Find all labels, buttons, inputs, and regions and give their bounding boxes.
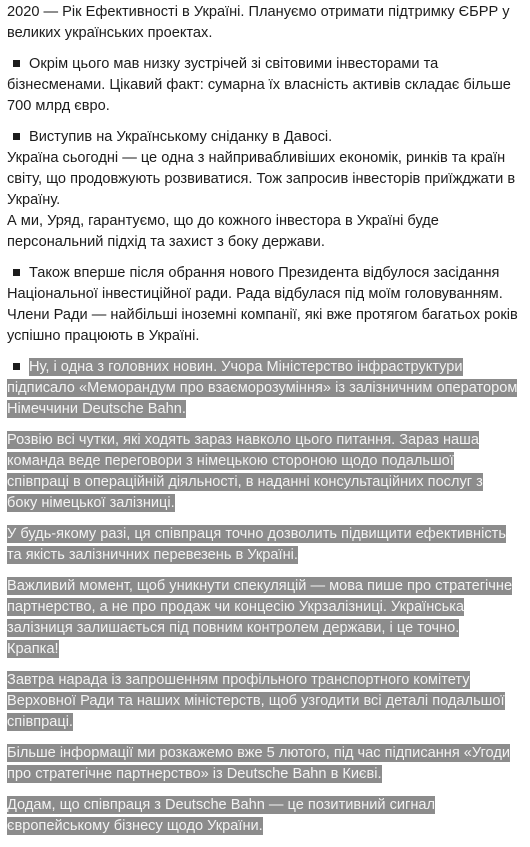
selected-text[interactable]: Розвію всі чутки, які ходять зараз навколо цього питання. Зараз наша xyxy=(7,432,479,448)
selected-text[interactable]: європейському бізнесу щодо України. xyxy=(7,818,263,834)
text-line xyxy=(7,597,525,618)
text-line xyxy=(7,127,525,148)
text-line xyxy=(7,524,525,545)
text-line xyxy=(7,190,525,211)
highlighted-paragraph xyxy=(7,357,525,420)
plain-paragraphs xyxy=(7,2,525,347)
text-line xyxy=(7,639,525,660)
selected-text[interactable]: про стратегічне партнерство» із Deutsche Bahn в Києві. xyxy=(7,766,382,782)
highlighted-paragraph xyxy=(7,576,525,660)
text-line xyxy=(7,399,525,420)
line-text: великих українських проектах. xyxy=(7,25,213,41)
text-line xyxy=(7,670,525,691)
selected-text[interactable]: Важливий момент, щоб уникнути спекуляцій — мова пише про стратегічне xyxy=(7,578,513,594)
text-line xyxy=(7,576,525,597)
paragraph xyxy=(7,211,525,253)
text-line xyxy=(7,326,525,347)
text-line xyxy=(7,545,525,566)
text-line xyxy=(7,795,525,816)
selected-text[interactable]: Завтра нарада із запрошенням профільного транспортного комітету xyxy=(7,672,470,688)
highlighted-paragraph xyxy=(7,795,525,837)
highlighted-paragraphs xyxy=(7,357,525,837)
text-line xyxy=(7,430,525,451)
line-text: Україна сьогодні — це одна з найпривабливіших економік, ринків та країн xyxy=(7,150,506,166)
text-line xyxy=(7,169,525,190)
text-line xyxy=(7,263,525,284)
line-text: Окрім цього мав низку зустрічей зі світовими інвесторами та xyxy=(29,56,439,72)
square-bullet-icon xyxy=(13,60,20,67)
text-line xyxy=(7,2,525,23)
selected-text[interactable]: співпраці. xyxy=(7,714,73,730)
selected-text[interactable]: співпраці в операційній діяльності, в наданні консультаційних послуг з xyxy=(7,474,483,490)
selected-text[interactable]: та якість залізничних перевезень в Україні. xyxy=(7,547,298,563)
selected-text[interactable]: команда веде переговори з німецькою стороною щодо подальшої xyxy=(7,453,454,469)
text-line xyxy=(7,472,525,493)
highlighted-paragraph xyxy=(7,670,525,733)
text-line xyxy=(7,816,525,837)
text-line xyxy=(7,23,525,44)
line-text: 700 млрд євро. xyxy=(7,98,110,114)
text-line xyxy=(7,148,525,169)
selected-text[interactable]: Більше інформації ми розкажемо вже 5 лютого, під час підписання «Угоди xyxy=(7,745,511,761)
paragraph xyxy=(7,127,525,148)
line-text: Члени Ради — найбільші іноземні компанії, які вже протягом багатьох років xyxy=(7,307,518,323)
square-bullet-icon xyxy=(13,269,20,276)
line-text: Виступив на Українському сніданку в Давосі. xyxy=(29,129,333,145)
text-line xyxy=(7,96,525,117)
paragraph xyxy=(7,54,525,117)
paragraph xyxy=(7,148,525,211)
selected-text[interactable]: Німеччини Deutsche Bahn. xyxy=(7,401,186,417)
text-line xyxy=(7,618,525,639)
text-line xyxy=(7,712,525,733)
line-text: 2020 — Рік Ефективності в Україні. Плануємо отримати підтримку ЄБРР у xyxy=(7,4,510,20)
square-bullet-icon xyxy=(13,363,20,370)
highlighted-paragraph xyxy=(7,524,525,566)
text-line xyxy=(7,493,525,514)
paragraph xyxy=(7,263,525,347)
highlighted-paragraph xyxy=(7,743,525,785)
text-line xyxy=(7,378,525,399)
post-body xyxy=(7,2,525,847)
line-text: Україну. xyxy=(7,192,61,208)
text-line xyxy=(7,305,525,326)
selected-text[interactable]: Додам, що співпраця з Deutsche Bahn — це позитивний сигнал xyxy=(7,797,436,813)
square-bullet-icon xyxy=(13,133,20,140)
line-text: Також вперше після обрання нового Президента відбулося засідання xyxy=(29,265,500,281)
text-line xyxy=(7,284,525,305)
line-text: успішно працюють в Україні. xyxy=(7,328,200,344)
text-line xyxy=(7,451,525,472)
selected-text[interactable]: боку німецької залізниці. xyxy=(7,495,175,511)
text-line xyxy=(7,75,525,96)
selected-text[interactable]: партнерство, а не про продаж чи концесію Укрзалізниці. Українська xyxy=(7,599,465,615)
text-line xyxy=(7,232,525,253)
highlighted-paragraph xyxy=(7,430,525,514)
selected-text[interactable]: Ну, і одна з головних новин. Учора Міністерство інфраструктури xyxy=(29,359,463,375)
paragraph xyxy=(7,2,525,44)
line-text: Національної інвестиційної ради. Рада відбулася під моїм головуванням. xyxy=(7,286,503,302)
selected-text[interactable]: Крапка! xyxy=(7,641,59,657)
line-text: світу, що продовжують розвиватися. Тож запросив інвесторів приїжджати в xyxy=(7,171,516,187)
line-text: персональний підхід та захист з боку держави. xyxy=(7,234,325,250)
selected-text[interactable]: У будь-якому разі, ця співпраця точно дозволить підвищити ефективність xyxy=(7,526,506,542)
text-line xyxy=(7,764,525,785)
line-text: бізнесменами. Цікавий факт: сумарна їх власність активів складає більше xyxy=(7,77,511,93)
selected-text[interactable]: залізниця залишається під повним контролем держави, і це точно. xyxy=(7,620,460,636)
text-line xyxy=(7,211,525,232)
selected-text[interactable]: Верховної Ради та наших міністерств, щоб узгодити всі деталі подальшої xyxy=(7,693,505,709)
text-line xyxy=(7,54,525,75)
text-line xyxy=(7,743,525,764)
text-line xyxy=(7,357,525,378)
selected-text[interactable]: підписало «Меморандум про взаєморозуміння» із залізничним оператором xyxy=(7,380,518,396)
line-text: А ми, Уряд, гарантуємо, що до кожного інвестора в Україні буде xyxy=(7,213,439,229)
text-line xyxy=(7,691,525,712)
